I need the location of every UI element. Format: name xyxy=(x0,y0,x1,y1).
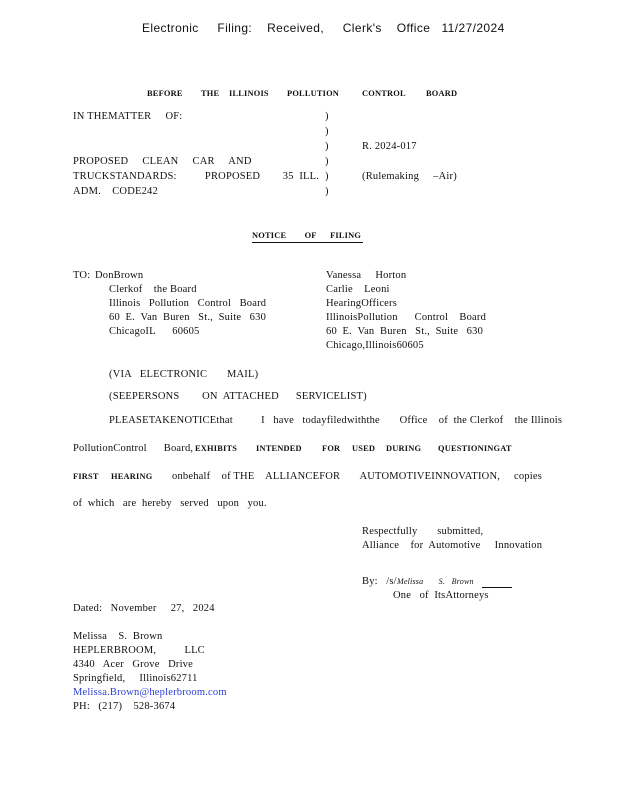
rulemaking-label: (Rulemaking –Air) xyxy=(362,171,457,182)
board-title-word: ILLINOIS xyxy=(229,89,269,98)
dated: Dated: November 27, 2024 xyxy=(73,603,215,614)
caption-paren: ) xyxy=(325,156,329,167)
right-recipient-line: HearingOfficers xyxy=(326,298,398,309)
contact-email-link[interactable]: Melissa.Brown@heplerbroom.com xyxy=(73,687,227,698)
contact-firm: HEPLERBROOM, LLC xyxy=(73,645,205,656)
closing: Respectfully submitted, xyxy=(362,526,484,537)
in-the-matter: IN THEMATTER OF: xyxy=(73,111,183,122)
left-recipient-line: Illinois Pollution Control Board xyxy=(109,298,267,309)
body-line-4: of which are hereby served upon you. xyxy=(73,498,267,509)
body-line-3-end: copies xyxy=(514,471,543,482)
one-of-attorneys: One of ItsAttorneys xyxy=(393,590,489,601)
left-recipient-line: DonBrown xyxy=(95,270,144,281)
body-caps-word: FIRST xyxy=(73,472,99,481)
board-title-word: CONTROL xyxy=(362,89,406,98)
notice-title-underline xyxy=(252,242,363,243)
body-line-1: PLEASETAKENOTICEthat I have todayfiledwiththe Office of the Clerkof the Illinois xyxy=(109,415,563,426)
body-caps-word: INTENDED xyxy=(256,444,302,453)
board-title-word: POLLUTION xyxy=(287,89,340,98)
signature-org: Alliance for Automotive Innovation xyxy=(362,540,543,551)
right-recipient-line: 60 E. Van Buren St., Suite 630 xyxy=(326,326,484,337)
body-caps-word: EXHIBITS xyxy=(195,444,238,453)
right-recipient-line: Vanessa Horton xyxy=(326,270,407,281)
filing-stamp: Electronic Filing: Received, Clerk's Office 11/27/2024 xyxy=(142,21,505,35)
left-recipient-line: 60 E. Van Buren St., Suite 630 xyxy=(109,312,267,323)
right-recipient-line: Carlie Leoni xyxy=(326,284,390,295)
right-recipient-line: IllinoisPollution Control Board xyxy=(326,312,487,323)
left-recipient-line: ChicagoIL 60605 xyxy=(109,326,200,337)
body-line-2-lead: PollutionControl Board, xyxy=(73,443,194,454)
signature: Melissa S. Brown xyxy=(397,577,474,586)
body-caps-word: DURING xyxy=(386,444,422,453)
contact-name: Melissa S. Brown xyxy=(73,631,163,642)
board-title-word: THE xyxy=(201,89,220,98)
left-recipient-line: Clerkof the Board xyxy=(109,284,197,295)
caption-paren: ) xyxy=(325,126,329,137)
proposed-line: ADM. CODE242 xyxy=(73,186,158,197)
proposed-line: TRUCKSTANDARDS: PROPOSED 35 ILL. xyxy=(73,171,320,182)
to-label: TO: xyxy=(73,270,91,281)
board-title-word: BEFORE xyxy=(147,89,183,98)
case-number: R. 2024-017 xyxy=(362,141,417,152)
contact-street: 4340 Acer Grove Drive xyxy=(73,659,193,670)
contact-city: Springfield, Illinois62711 xyxy=(73,673,198,684)
caption-paren: ) xyxy=(325,141,329,152)
body-caps-word: FOR xyxy=(322,444,341,453)
proposed-line: PROPOSED CLEAN CAR AND xyxy=(73,156,252,167)
body-caps-word: USED xyxy=(352,444,376,453)
body-caps-word: HEARING xyxy=(111,472,153,481)
body-caps-word: QUESTIONINGAT xyxy=(438,444,512,453)
by-label: By: /s/ xyxy=(362,576,397,587)
via-electronic-mail: (VIA ELECTRONIC MAIL) xyxy=(109,369,259,380)
caption-paren: ) xyxy=(325,186,329,197)
signature-line xyxy=(482,587,512,588)
caption-paren: ) xyxy=(325,171,329,182)
contact-phone: PH: (217) 528-3674 xyxy=(73,701,176,712)
caption-paren: ) xyxy=(325,111,329,122)
see-service-list: (SEEPERSONS ON ATTACHED SERVICELIST) xyxy=(109,391,367,402)
notice-title: NOTICE OF FILING xyxy=(252,231,362,240)
right-recipient-line: Chicago,Illinois60605 xyxy=(326,340,424,351)
body-line-3: onbehalf of THE ALLIANCEFOR AUTOMOTIVEINNOVATION, xyxy=(172,471,501,482)
board-title-word: BOARD xyxy=(426,89,458,98)
